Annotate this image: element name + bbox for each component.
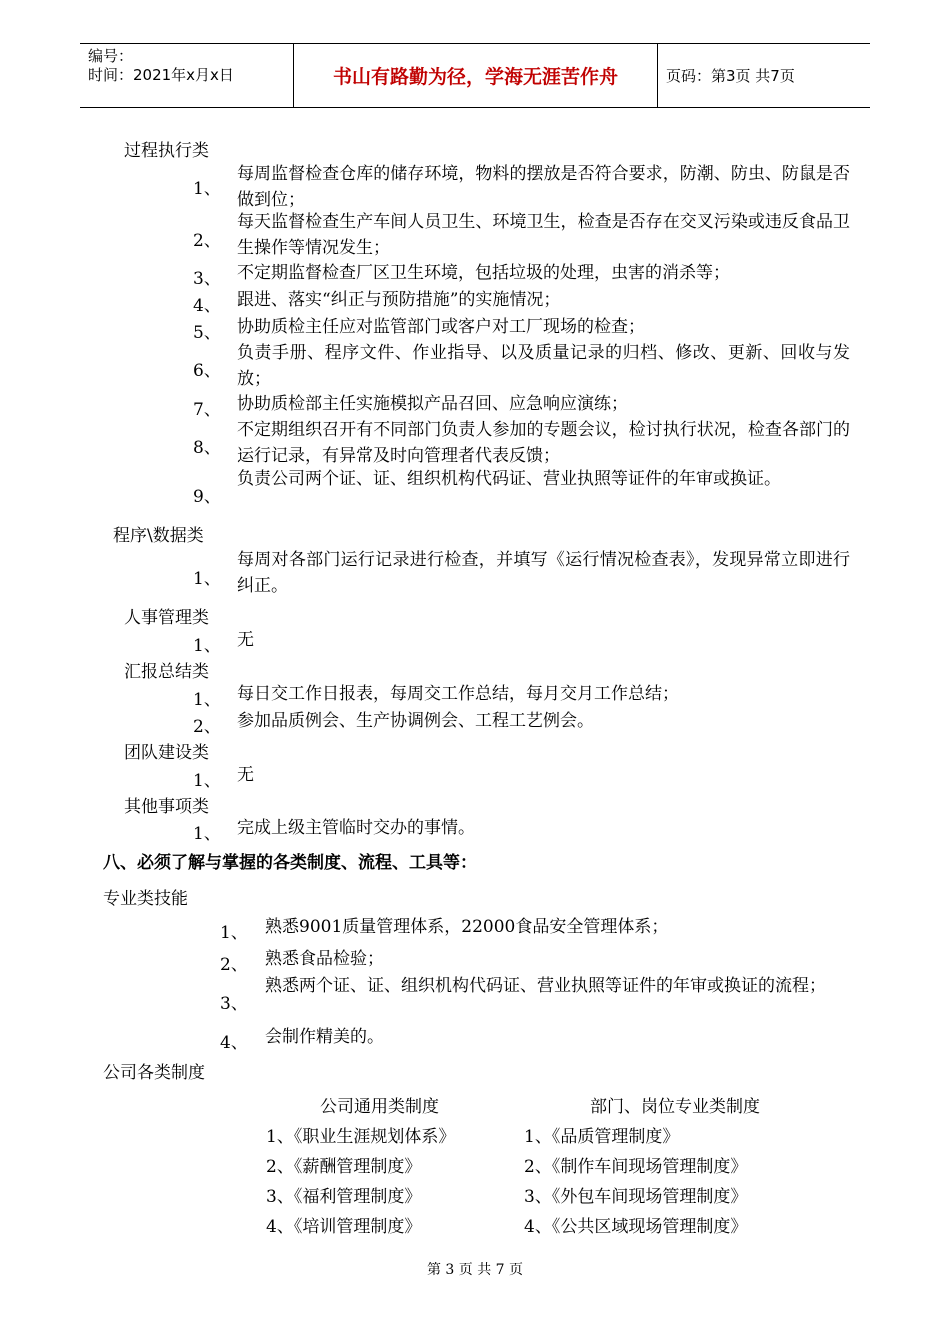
item-number: 1、 [193, 179, 221, 199]
header-meta [80, 44, 294, 107]
skill-text: 熟悉两个证、证、组织机构代码证、营业执照等证件的年审或换证的流程； [265, 976, 826, 996]
item-text: 跟进、落实“纠正与预防措施”的实施情况； [237, 290, 561, 310]
item-number: 7、 [193, 400, 221, 420]
page-footer: 第 3 页 共 7 页 [426, 1262, 524, 1278]
item-number: 1、 [193, 636, 221, 656]
item-text: 每周对各部门运行记录进行检查，并填写《运行情况检查表》，发现异常立即进行纠正。 [237, 550, 850, 596]
item-text: 不定期组织召开有不同部门负责人参加的专题会议，检讨执行状况，检查各部门的运行记录，有异常及时向管理者代表反馈； [237, 420, 850, 466]
skill-number: 1、 [220, 923, 248, 943]
item-number: 2、 [193, 231, 221, 251]
item-text: 不定期监督检查厂区卫生环境，包括垃圾的处理，虫害的消杀等； [237, 263, 730, 283]
document-number-label: 编号： [88, 47, 134, 65]
right-column-title: 部门、岗位专业类制度 [590, 1097, 760, 1117]
category-title: 人事管理类 [124, 608, 209, 628]
header-page-label: 页码：第3页 共7页 [666, 67, 795, 85]
system-item: 2、《薪酬管理制度》 [266, 1157, 422, 1177]
item-number: 6、 [193, 361, 221, 381]
header-motto: 书山有路勤为径，学海无涯苦作舟 [294, 44, 658, 107]
item-number: 1、 [193, 771, 221, 791]
skill-text: 熟悉9001质量管理体系，22000食品安全管理体系； [265, 917, 669, 937]
system-item: 4、《培训管理制度》 [266, 1217, 422, 1237]
left-column-title: 公司通用类制度 [320, 1097, 439, 1117]
category-title: 汇报总结类 [124, 662, 209, 682]
item-text: 无 [237, 630, 254, 650]
item-text: 协助质检主任应对监管部门或客户对工厂现场的检查； [237, 317, 645, 337]
system-item: 1、《职业生涯规划体系》 [266, 1127, 456, 1147]
skill-number: 2、 [220, 955, 248, 975]
item-text: 每天监督检查生产车间人员卫生、环境卫生，检查是否存在交叉污染或违反食品卫生操作等情况发生； [237, 212, 850, 258]
item-text: 负责手册、程序文件、作业指导、以及质量记录的归档、修改、更新、回收与发放； [237, 343, 850, 389]
item-number: 9、 [193, 487, 221, 507]
item-text: 完成上级主管临时交办的事情。 [237, 818, 475, 838]
item-text: 每周监督检查仓库的储存环境，物料的摆放是否符合要求，防潮、防虫、防鼠是否做到位； [237, 164, 850, 210]
item-number: 5、 [193, 323, 221, 343]
item-text: 参加品质例会、生产协调例会、工程工艺例会。 [237, 711, 594, 731]
skill-text: 熟悉食品检验； [265, 949, 384, 969]
item-text: 每日交工作日报表，每周交工作总结，每月交月工作总结； [237, 684, 679, 704]
skill-number: 3、 [220, 994, 248, 1014]
system-item: 3、《福利管理制度》 [266, 1187, 422, 1207]
item-number: 1、 [193, 824, 221, 844]
item-number: 2、 [193, 717, 221, 737]
skill-number: 4、 [220, 1033, 248, 1053]
skills-title: 专业类技能 [103, 889, 188, 909]
item-number: 1、 [193, 690, 221, 710]
systems-title: 公司各类制度 [103, 1063, 205, 1083]
category-title: 程序\数据类 [113, 526, 204, 546]
skill-text: 会制作精美的。 [265, 1027, 384, 1047]
item-text: 负责公司两个证、证、组织机构代码证、营业执照等证件的年审或换证。 [237, 469, 781, 489]
system-item: 1、《品质管理制度》 [524, 1127, 680, 1147]
item-text: 无 [237, 765, 254, 785]
category-title: 团队建设类 [124, 743, 209, 763]
item-number: 4、 [193, 296, 221, 316]
category-title: 过程执行类 [124, 141, 209, 161]
category-title: 其他事项类 [124, 797, 209, 817]
item-number: 1、 [193, 569, 221, 589]
section-heading: 八、必须了解与掌握的各类制度、流程、工具等： [103, 853, 477, 873]
system-item: 3、《外包车间现场管理制度》 [524, 1187, 748, 1207]
item-number: 8、 [193, 438, 221, 458]
system-item: 4、《公共区域现场管理制度》 [524, 1217, 748, 1237]
page-header [80, 43, 870, 108]
item-number: 3、 [193, 269, 221, 289]
system-item: 2、《制作车间现场管理制度》 [524, 1157, 748, 1177]
item-text: 协助质检部主任实施模拟产品召回、应急响应演练； [237, 394, 628, 414]
document-time-label: 时间：2021年x月x日 [88, 66, 234, 84]
